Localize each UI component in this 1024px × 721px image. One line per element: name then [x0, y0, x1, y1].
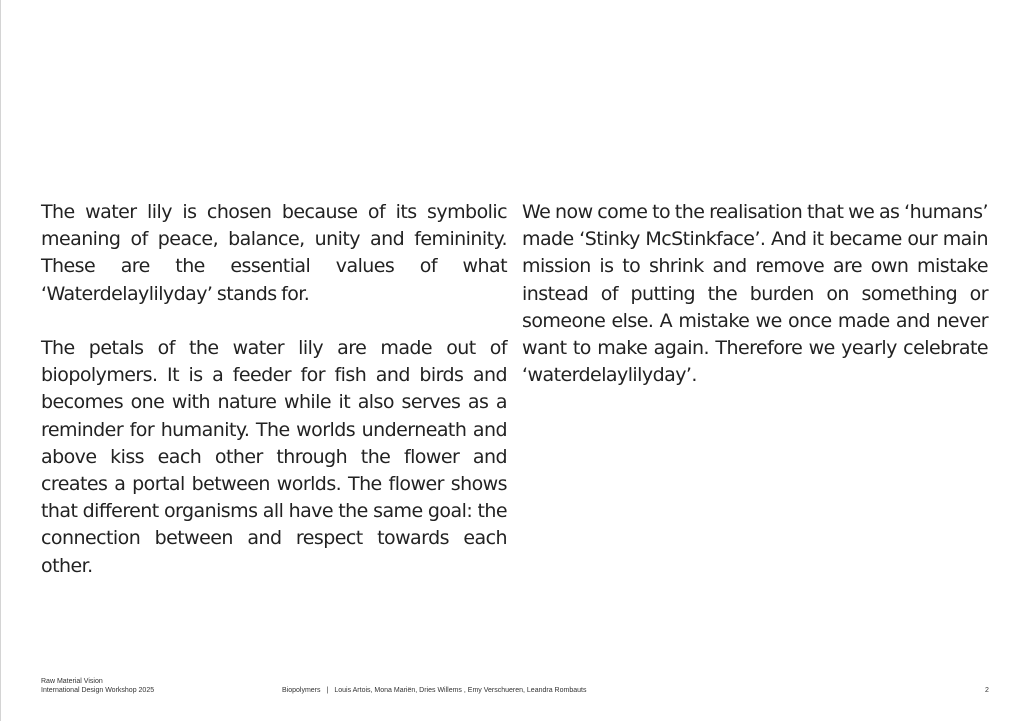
footer-org-line-2: International Design Workshop 2025	[41, 686, 155, 694]
page-number: 2	[985, 687, 989, 694]
footer-organization	[41, 678, 154, 695]
footer-authors: Louis Artois, Mona Mariën, Dries Willems , Emy Verschueren, Leandra Rombauts	[334, 687, 587, 694]
footer-org-line-1: Raw Material Vision	[41, 678, 103, 685]
right-paragraph-1: We now come to the realisation that we as ‘humans’ made ‘Stinky McStinkface’. And it became our main mission is to shrink and remove are own mistake instead of putting the burden on something or someone else. A mistake we once made and never want to make again. Therefore we yearly celebrate ‘waterdelaylilyday’.	[522, 201, 988, 387]
left-paragraph-1: The water lily is chosen because of its symbolic meaning of peace, balance, unity and femininity. These are the essential values of what ‘Waterdelaylilyday’ stands for.	[41, 201, 507, 305]
footer-separator: |	[326, 687, 329, 694]
left-paragraph-2: The petals of the water lily are made out of biopolymers. It is a feeder for fish and birds and becomes one with nature while it also serves as a reminder for humanity. The worlds underneath and above kiss each other through the flower and creates a portal between worlds. The flower shows that different organisms all have the same goal: the connection between and respect towards each other.	[41, 337, 507, 577]
left-text-column	[41, 199, 507, 580]
right-text-column	[522, 199, 988, 389]
footer-credits	[282, 687, 586, 696]
footer-topic: Biopolymers	[282, 687, 321, 694]
